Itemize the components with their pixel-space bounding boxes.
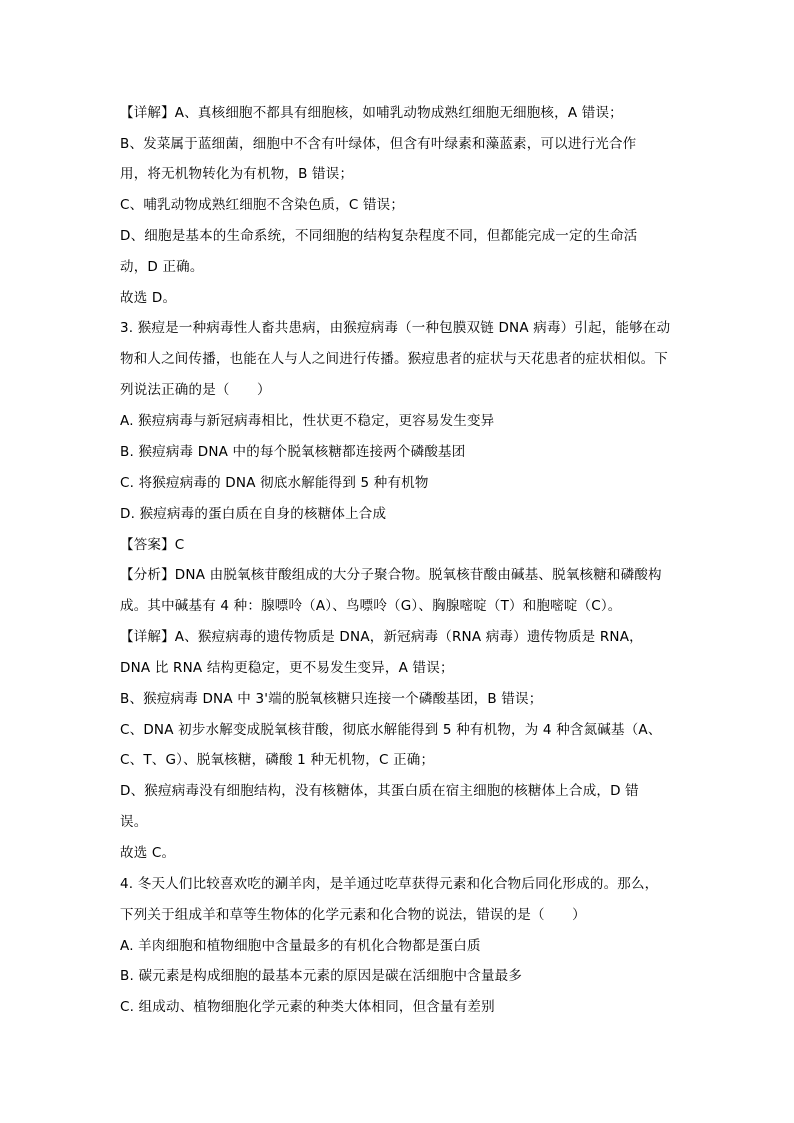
question-3-option-c: C. 将猴痘病毒的 DNA 彻底水解能得到 5 种有机物 [120,475,429,491]
text-line: 用，将无机物转化为有机物，B 错误； [120,166,354,182]
question-3-option-b: B. 猴痘病毒 DNA 中的每个脱氧核糖都连接两个磷酸基团 [120,444,466,460]
question-4-option-c: C. 组成动、植物细胞化学元素的种类大体相同，但含量有差别 [120,999,495,1015]
text-line: 【详解】A、真核细胞不都具有细胞核，如哺乳动物成熟红细胞无细胞核，A 错误； [120,105,623,121]
text-line: B、发菜属于蓝细菌，细胞中不含有叶绿体，但含有叶绿素和藻蓝素，可以进行光合作 [120,136,637,152]
question-3-stem: 物和人之间传播，也能在人与人之间进行传播。猴痘患者的症状与天花患者的症状相似。下 [120,351,668,367]
question-3-stem: 3. 猴痘是一种病毒性人畜共患病，由猴痘病毒（一种包膜双链 DNA 病毒）引起，能够在动 [120,320,671,336]
conclusion-text: 故选 C。 [120,845,176,861]
explanation-text: 误。 [120,814,148,830]
text-line: D、细胞是基本的生命系统，不同细胞的结构复杂程度不同，但都能完成一定的生命活 [120,228,638,244]
question-3-stem: 列说法正确的是（ ） [120,382,271,398]
question-4-stem: 4. 冬天人们比较喜欢吃的涮羊肉，是羊通过吃草获得元素和化合物后同化形成的。那么， [120,876,659,892]
text-line: 动，D 正确。 [120,259,204,275]
answer-label: 【答案】C [120,537,185,553]
analysis-text: 成。其中碱基有 4 种：腺嘌呤（A）、鸟嘌呤（G）、胸腺嘧啶（T）和胞嘧啶（C）。 [120,598,622,614]
explanation-text: C、DNA 初步水解变成脱氧核苷酸，彻底水解能得到 5 种有机物，为 4 种含氮碱基（A、 [120,722,662,738]
explanation-text: D、猴痘病毒没有细胞结构，没有核糖体，其蛋白质在宿主细胞的核糖体上合成，D 错 [120,783,639,799]
question-4-option-b: B. 碳元素是构成细胞的最基本元素的原因是碳在活细胞中含量最多 [120,968,523,984]
analysis-text: 【分析】DNA 由脱氧核苷酸组成的大分子聚合物。脱氧核苷酸由碱基、脱氧核糖和磷酸构 [120,567,662,583]
text-line: 故选 D。 [120,290,177,306]
question-4-stem: 下列关于组成羊和草等生物体的化学元素和化合物的说法，错误的是（ ） [120,907,586,923]
explanation-text: DNA 比 RNA 结构更稳定，更不易发生变异，A 错误； [120,660,454,676]
explanation-text: 【详解】A、猴痘病毒的遗传物质是 DNA，新冠病毒（RNA 病毒）遗传物质是 RNA， [120,629,643,645]
question-3-option-d: D. 猴痘病毒的蛋白质在自身的核糖体上合成 [120,506,387,522]
explanation-text: B、猴痘病毒 DNA 中 3'端的脱氧核糖只连接一个磷酸基团，B 错误； [120,691,543,707]
question-3-option-a: A. 猴痘病毒与新冠病毒相比，性状更不稳定，更容易发生变异 [120,413,495,429]
text-line: C、哺乳动物成熟红细胞不含染色质，C 错误； [120,197,405,213]
explanation-text: C、T、G）、脱氧核糖，磷酸 1 种无机物，C 正确； [120,752,435,768]
question-4-option-a: A. 羊肉细胞和植物细胞中含量最多的有机化合物都是蛋白质 [120,938,481,954]
